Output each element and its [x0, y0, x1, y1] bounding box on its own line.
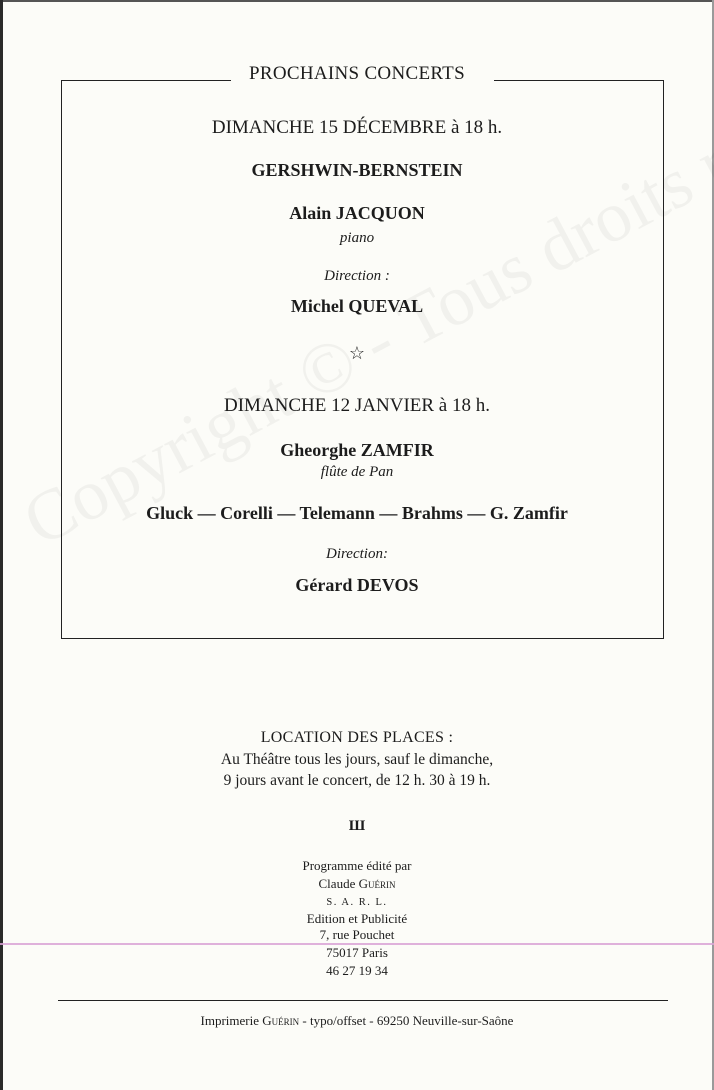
publisher-last-name: Guérin [358, 876, 396, 891]
publisher-name [0, 876, 714, 892]
page-title: PROCHAINS CONCERTS [249, 63, 465, 84]
publisher-line-1: Programme édité par [302, 858, 412, 873]
printer-suffix: - typo/offset - 69250 Neuville-sur-Saône [299, 1013, 514, 1028]
concert1-program: GERSHWIN-BERNSTEIN [251, 160, 463, 180]
concert1-direction-label: Direction : [324, 268, 390, 284]
footer-rule [58, 1000, 668, 1001]
concert2-instrument: flûte de Pan [320, 464, 394, 480]
printer-credit [0, 1013, 714, 1029]
location-line-2: 9 jours avant le concert, de 12 h. 30 à 19 h. [223, 772, 491, 789]
concert1-instrument: piano [339, 230, 375, 246]
publisher-phone: 46 27 19 34 [326, 963, 388, 978]
concert1-date: DIMANCHE 15 DÉCEMBRE à 18 h. [211, 117, 503, 138]
publisher-logo-icon: Ш [348, 818, 366, 834]
page-edge-top [0, 0, 714, 2]
location-title: LOCATION DES PLACES : [260, 729, 454, 746]
location-line-1: Au Théâtre tous les jours, sauf le dimanche, [220, 751, 494, 768]
concert2-direction-label: Direction: [326, 546, 388, 562]
printer-prefix: Imprimerie [200, 1013, 263, 1028]
publisher-business: Edition et Publicité [306, 911, 408, 926]
publisher-city: 75017 Paris [326, 945, 388, 960]
publisher-first-name: Claude [318, 876, 359, 891]
concert2-soloist: Gheorghe ZAMFIR [280, 440, 434, 460]
printer-name: Guérin [262, 1013, 300, 1028]
publisher-street: 7, rue Pouchet [319, 927, 395, 942]
star-separator-icon: ☆ [348, 343, 366, 363]
concert1-conductor: Michel QUEVAL [290, 296, 424, 316]
concert2-date: DIMANCHE 12 JANVIER à 18 h. [224, 395, 490, 416]
publisher-company: S. A. R. L. [326, 897, 388, 908]
concert2-conductor: Gérard DEVOS [295, 575, 419, 595]
concert1-soloist: Alain JACQUON [289, 203, 425, 223]
concert2-composers: Gluck — Corelli — Telemann — Brahms — G. Zamfir [146, 503, 568, 523]
